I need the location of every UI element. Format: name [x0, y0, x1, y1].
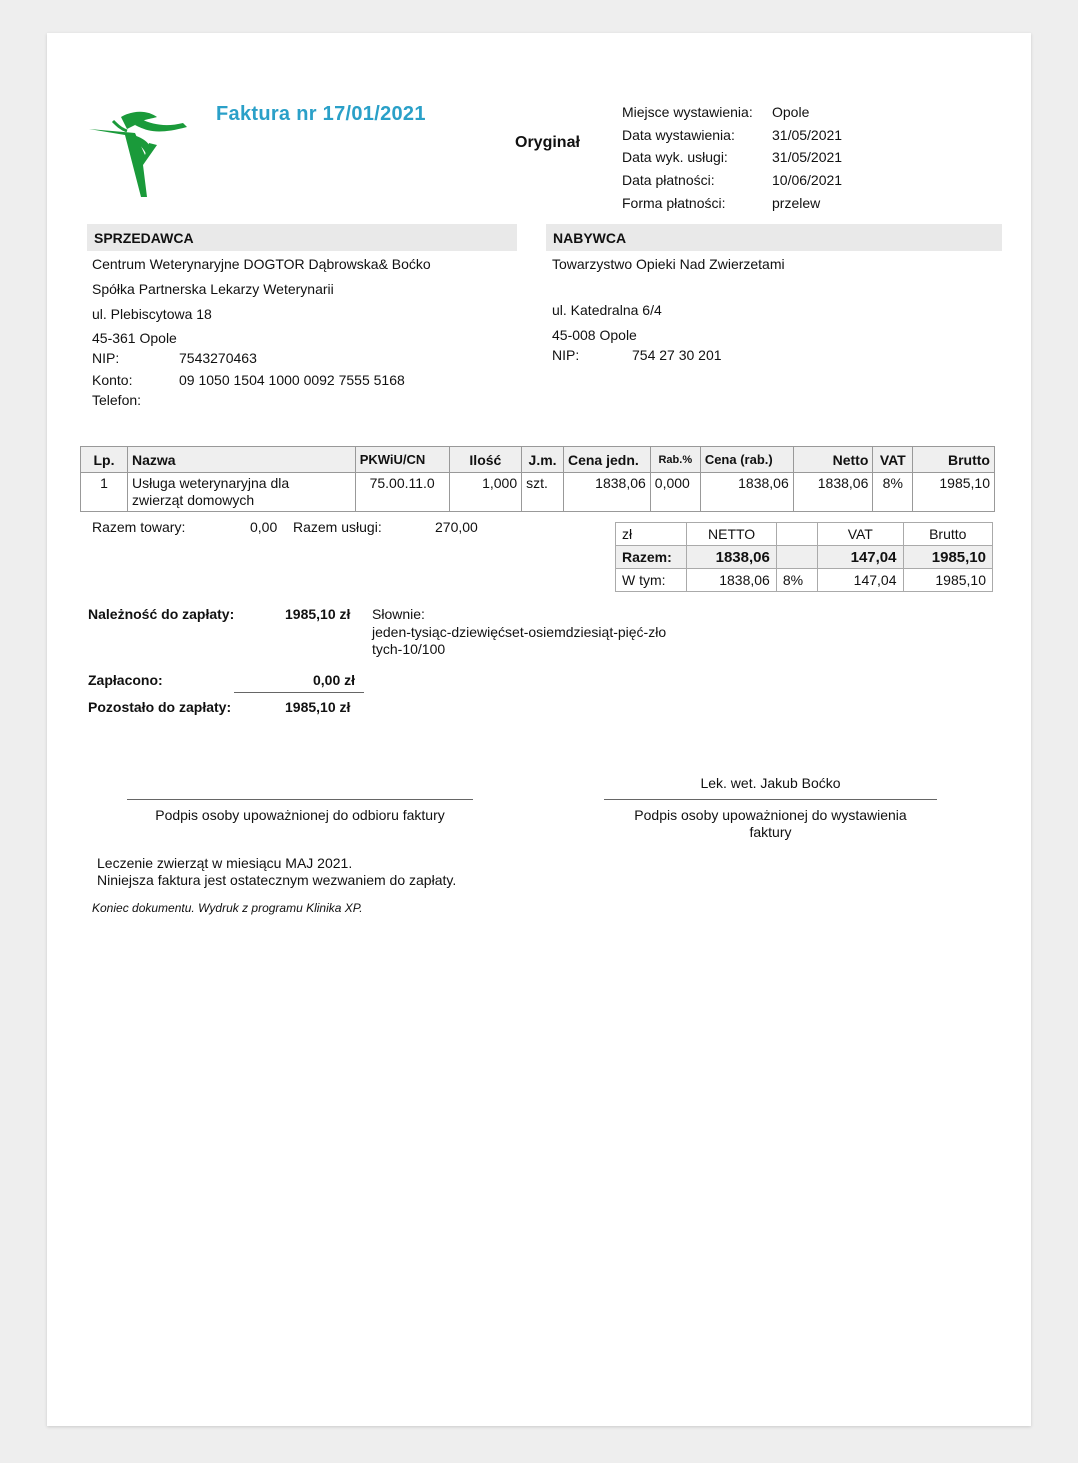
- meta-label: Forma płatności:: [622, 195, 726, 211]
- remaining-value: 1985,10 zł: [285, 699, 351, 715]
- meta-label: Data wystawienia:: [622, 127, 735, 143]
- col-header: Netto: [793, 447, 873, 473]
- amount-in-words-1: jeden-tysiąc-dziewięćset-osiemdziesiąt-pięć-zło: [372, 624, 667, 640]
- document-footer: Koniec dokumentu. Wydruk z programu Klinika XP.: [92, 901, 363, 915]
- issuer-name: Lek. wet. Jakub Boćko: [700, 775, 841, 791]
- note-line-1: Leczenie zwierząt w miesiącu MAJ 2021.: [97, 855, 353, 871]
- meta-value: przelew: [772, 195, 821, 211]
- summary-total-rate: [776, 546, 817, 569]
- summary-total-vat: 147,04: [818, 546, 903, 569]
- goods-total-label: Razem towary:: [92, 519, 186, 535]
- buyer-header: [546, 224, 1002, 251]
- summary-total-netto: 1838,06: [687, 546, 776, 569]
- cell-unit: szt.: [522, 473, 564, 512]
- cell-vat: 8%: [873, 473, 913, 512]
- meta-label: Data wyk. usługi:: [622, 149, 728, 165]
- paid-label: Zapłacono:: [88, 672, 163, 688]
- summary-header-row: [616, 523, 993, 546]
- col-header: Brutto: [913, 447, 995, 473]
- summary-header: VAT: [818, 523, 903, 546]
- seller-nip: 7543270463: [179, 350, 257, 366]
- cell-name-line2: zwierząt domowych: [131, 492, 255, 508]
- summary-total-row: [616, 546, 993, 569]
- buyer-name: Towarzystwo Opieki Nad Zwierzetami: [552, 256, 785, 272]
- col-header: Lp.: [81, 447, 128, 473]
- summary-header: zł: [616, 523, 687, 546]
- items-table: [80, 446, 995, 512]
- col-header: Rab.%: [650, 447, 700, 473]
- summary-header: Brutto: [903, 523, 993, 546]
- cell-lp: 1: [81, 473, 128, 512]
- summary-header: [776, 523, 817, 546]
- meta-value: 31/05/2021: [772, 149, 843, 165]
- summary-incl-rate: 8%: [776, 569, 817, 592]
- col-header: PKWiU/CN: [355, 447, 449, 473]
- summary-incl-label: W tym:: [616, 569, 687, 592]
- buyer-city: 45-008 Opole: [552, 327, 637, 343]
- cell-qty: 1,000: [449, 473, 522, 512]
- cell-gross: 1985,10: [913, 473, 995, 512]
- table-row: [81, 473, 995, 512]
- cell-pkwiu: 75.00.11.0: [355, 473, 449, 512]
- cell-unit-price: 1838,06: [563, 473, 650, 512]
- words-label: Słownie:: [372, 606, 425, 622]
- seller-name-2: Spółka Partnerska Lekarzy Weterynarii: [92, 281, 334, 297]
- items-header-row: [81, 447, 995, 473]
- seller-name-1: Centrum Weterynaryjne DOGTOR Dąbrowska& Boćko: [92, 256, 431, 272]
- seller-heading: SPRZEDAWCA: [94, 230, 194, 246]
- cell-discounted-price: 1838,06: [700, 473, 793, 512]
- note-line-2: Niniejsza faktura jest ostatecznym wezwaniem do zapłaty.: [97, 872, 457, 888]
- meta-label: Miejsce wystawienia:: [622, 104, 753, 120]
- seller-header: [87, 224, 517, 251]
- copy-label: Oryginał: [515, 134, 580, 151]
- vat-summary-table: [615, 522, 993, 592]
- summary-incl-brutto: 1985,10: [903, 569, 993, 592]
- paid-underline: [234, 692, 364, 693]
- amount-in-words-2: tych-10/100: [372, 641, 446, 657]
- buyer-nip: 754 27 30 201: [632, 347, 722, 363]
- col-header: Cena jedn.: [563, 447, 650, 473]
- meta-value: Opole: [772, 104, 810, 120]
- issuer-signature-line: [604, 799, 937, 800]
- meta-label: Data płatności:: [622, 172, 715, 188]
- meta-value: 10/06/2021: [772, 172, 843, 188]
- receiver-signature-caption: Podpis osoby upoważnionej do odbioru faktury: [155, 807, 445, 823]
- issuer-signature-caption-1: Podpis osoby upoważnionej do wystawienia: [634, 807, 907, 823]
- cell-net: 1838,06: [793, 473, 873, 512]
- seller-account-label: Konto:: [92, 372, 133, 388]
- seller-account: 09 1050 1504 1000 0092 7555 5168: [179, 372, 405, 388]
- col-header: Nazwa: [127, 447, 355, 473]
- invoice-page: [47, 33, 1031, 1426]
- cell-name: [127, 473, 355, 512]
- col-header: Cena (rab.): [700, 447, 793, 473]
- col-header: Ilość: [449, 447, 522, 473]
- seller-nip-label: NIP:: [92, 350, 120, 366]
- amount-due-label: Należność do zapłaty:: [88, 606, 235, 622]
- buyer-heading: NABYWCA: [553, 230, 627, 246]
- buyer-nip-label: NIP:: [552, 347, 580, 363]
- receiver-signature-line: [127, 799, 473, 800]
- summary-total-label: Razem:: [616, 546, 687, 569]
- summary-header: NETTO: [687, 523, 776, 546]
- invoice-title: Faktura nr 17/01/2021: [216, 103, 426, 125]
- seller-phone-label: Telefon:: [92, 392, 142, 408]
- col-header: VAT: [873, 447, 913, 473]
- paid-value: 0,00 zł: [313, 672, 356, 688]
- goods-total-value: 0,00: [250, 519, 278, 535]
- vet-logo-icon: [87, 105, 189, 205]
- services-total-label: Razem usługi:: [293, 519, 382, 535]
- cell-name-line1: Usługa weterynaryjna dla: [131, 475, 290, 491]
- services-total-value: 270,00: [435, 519, 478, 535]
- cell-discount: 0,000: [650, 473, 700, 512]
- summary-incl-netto: 1838,06: [687, 569, 776, 592]
- seller-street: ul. Plebiscytowa 18: [92, 306, 212, 322]
- remaining-label: Pozostało do zapłaty:: [88, 699, 232, 715]
- buyer-street: ul. Katedralna 6/4: [552, 302, 662, 318]
- issuer-signature-caption-2: faktury: [749, 824, 792, 840]
- summary-incl-row: [616, 569, 993, 592]
- amount-due-value: 1985,10 zł: [285, 606, 351, 622]
- seller-city: 45-361 Opole: [92, 330, 177, 346]
- summary-total-brutto: 1985,10: [903, 546, 993, 569]
- meta-value: 31/05/2021: [772, 127, 843, 143]
- summary-incl-vat: 147,04: [818, 569, 903, 592]
- col-header: J.m.: [522, 447, 564, 473]
